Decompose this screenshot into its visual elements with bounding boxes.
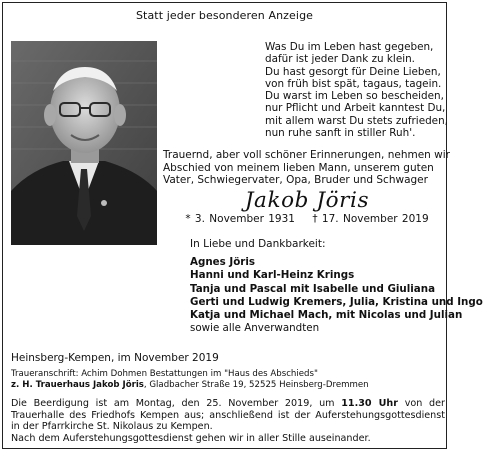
funeral-line-4: Nach dem Auferstehungsgottesdienst gehen wir in aller Stille auseinander. — [11, 432, 371, 444]
notice-header: Statt jeder besonderen Anzeige — [135, 9, 314, 22]
mourner-entry: Katja und Michael Mach, mit Nicolas und Julian — [190, 309, 463, 322]
poem-line: Was Du im Leben hast gegeben, — [265, 41, 434, 53]
obituary-notice — [2, 2, 483, 449]
poem-line: mit allem warst Du stets zufrieden, — [265, 114, 448, 127]
birth-date: * 3. November 1931 — [185, 213, 295, 225]
poem-line: Du warst im Leben so bescheiden, — [265, 90, 444, 103]
intro-line: Abschied von meinem lieben Mann, unserem guten — [163, 161, 434, 174]
intro-line: Trauernd, aber voll schöner Erinnerungen, nehmen wir — [163, 149, 450, 161]
poem-line: nur Pflicht und Arbeit kanntest Du, — [265, 102, 446, 115]
mourning-address — [11, 369, 445, 391]
poem-line: nun ruhe sanft in stiller Ruh'. — [265, 127, 416, 140]
intro-line: Vater, Schwiegervater, Opa, Bruder und Schwager — [163, 174, 428, 186]
mourners-intro: In Liebe und Dankbarkeit: — [190, 238, 326, 250]
address-street: , Gladbacher Straße 19, 52525 Heinsberg-Dremmen — [143, 380, 369, 390]
funeral-line-3: in der Pfarrkirche St. Nikolaus zu Kempen. — [11, 421, 213, 433]
address-line-2 — [11, 380, 445, 391]
poem-line: dafür ist jeder Dank zu klein. — [265, 53, 415, 66]
intro-text — [163, 149, 450, 187]
funeral-text: Die Beerdigung ist am Montag, den 25. November 2019, um — [11, 398, 342, 409]
deceased-name: Jakob Jöris — [244, 188, 370, 213]
death-date: † 17. November 2019 — [312, 213, 429, 225]
mourner-entry: Gerti und Ludwig Kremers, Julia, Kristina und Ingo — [190, 295, 483, 308]
poem — [265, 41, 448, 140]
address-line-1: Traueranschrift: Achim Dohmen Bestattungen im "Haus des Abschieds" — [11, 369, 318, 379]
funeral-info — [11, 398, 445, 444]
poem-line: Du hast gesorgt für Deine Lieben, — [265, 65, 441, 78]
poem-line: von früh bist spät, tagaus, tagein. — [265, 77, 442, 90]
life-dates — [163, 213, 451, 225]
mourners-outro: sowie alle Anverwandten — [190, 322, 320, 335]
mourner-entry: Hanni und Karl-Heinz Krings — [190, 269, 355, 282]
mourner-entry: Tanja und Pascal mit Isabelle und Giuliana — [190, 282, 436, 295]
place-date: Heinsberg-Kempen, im November 2019 — [11, 352, 219, 364]
portrait-photo-image — [11, 41, 157, 245]
funeral-text: von der — [397, 398, 445, 409]
portrait-photo — [11, 41, 157, 245]
mourners-list — [190, 256, 483, 336]
funeral-line-1 — [11, 398, 445, 410]
address-recipient: z. H. Trauerhaus Jakob Jöris — [11, 380, 144, 390]
mourner-entry: Agnes Jöris — [190, 256, 256, 268]
funeral-time: 11.30 Uhr — [341, 398, 398, 409]
funeral-line-2: Trauerhalle des Friedhofs Kempen aus; anschließend ist der Auferstehungsgottesdienst — [11, 409, 445, 421]
